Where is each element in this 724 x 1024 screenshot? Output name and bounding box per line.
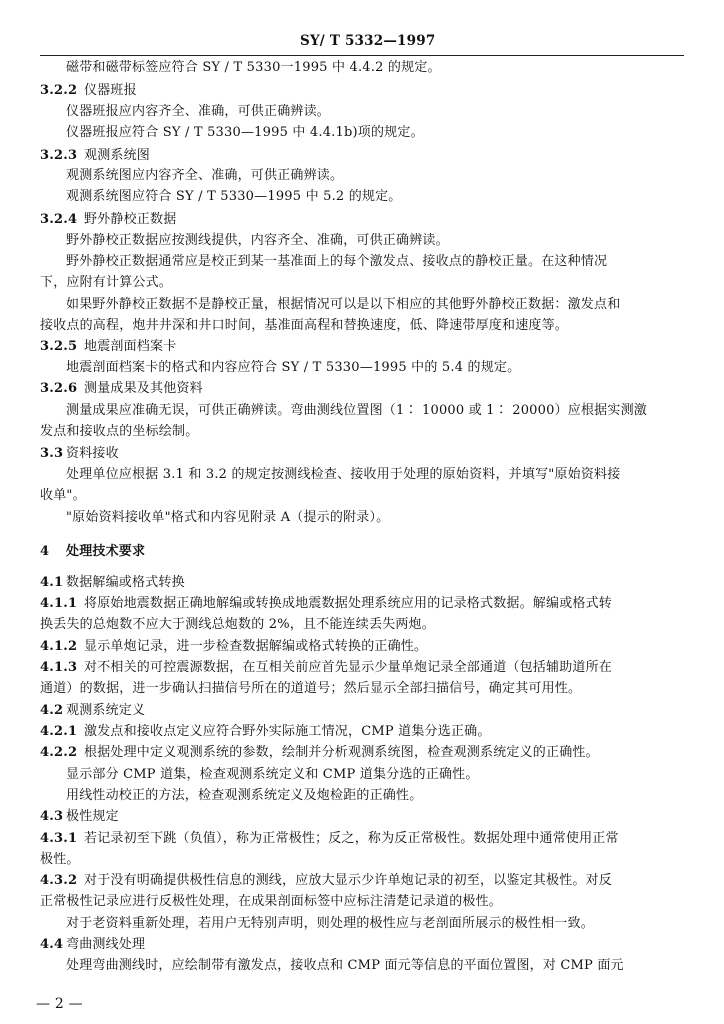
- section-title: 数据解编或格式转换: [66, 575, 185, 590]
- section-number: 4.1.2: [40, 639, 78, 654]
- section-title: 处理技术要求: [66, 544, 146, 559]
- paragraph-text: 观测系统图应内容齐全、准确，可供正确辨读。: [66, 168, 344, 183]
- body-line: [40, 681, 581, 697]
- section-line: [40, 873, 612, 889]
- section-title: 对于没有明确提供极性信息的测线，应放大显示少许单炮记录的初至，以鉴定其极性。对反: [84, 873, 613, 888]
- section-line: [40, 339, 176, 355]
- page-header-title: SY/ T 5332—1997: [300, 33, 436, 49]
- paragraph-text: 发点和接收点的坐标绘制。: [40, 424, 199, 439]
- paragraph-text: 换丢失的总炮数不应大于测线总炮数的 2%，且不能连续丢失两炮。: [40, 617, 435, 632]
- section-title: 若记录初至下跳（负值），称为正常极性；反之，称为反正常极性。数据处理中通常使用正常: [84, 831, 619, 846]
- section-number: 4.1.3: [40, 660, 78, 675]
- paragraph-text: 仪器班报应内容齐全、准确，可供正确辨读。: [66, 104, 331, 119]
- section-line: [40, 703, 145, 719]
- body-line: [40, 318, 568, 334]
- paragraph-text: 测量成果应准确无误，可供正确辨读。弯曲测线位置图（1∶ 10000 或 1∶ 20000）应根据实测激: [66, 403, 647, 418]
- paragraph-text: 极性。: [40, 852, 80, 867]
- paragraph-text: 仪器班报应符合 SY / T 5330—1995 中 4.4.1b)项的规定。: [66, 125, 424, 140]
- section-number: 4.3: [40, 809, 64, 824]
- section-line: [40, 639, 427, 655]
- section-line: [40, 831, 619, 847]
- section-line: [40, 83, 137, 99]
- section-number: 4.1: [40, 575, 64, 590]
- paragraph-text: 接收点的高程，炮井井深和井口时间，基准面高程和替换速度，低、降速带厚度和速度等。: [40, 318, 569, 333]
- paragraph-text: 如果野外静校正数据不是静校正量，根据情况可以是以下相应的其他野外静校正数据：激发点和: [66, 297, 621, 312]
- paragraph-text: 收单"。: [40, 488, 86, 503]
- paragraph-text: 磁带和磁带标签应符合 SY / T 5330一1995 中 4.4.2 的规定。: [66, 60, 441, 75]
- section-line: [40, 809, 119, 825]
- header-rule: [40, 55, 684, 56]
- section-line: [40, 446, 119, 462]
- body-line: [66, 60, 441, 76]
- section-number: 4: [40, 544, 50, 559]
- paragraph-text: 通道）的数据，进一步确认扫描信号所在的道道号；然后显示全部扫描信号，确定其可用性。: [40, 681, 582, 696]
- paragraph-text: 正常极性记录应进行反极性处理，在成果剖面标签中应标注清楚记录道的极性。: [40, 894, 503, 909]
- section-number: 4.2.2: [40, 745, 78, 760]
- section-number: 4.4: [40, 937, 64, 952]
- section-title: 对不相关的可控震源数据，在互相关前应首先显示少量单炮记录全部通道（包括辅助道所在: [84, 660, 613, 675]
- section-title: 野外静校正数据: [84, 212, 177, 227]
- section-line: [40, 660, 612, 676]
- paragraph-text: 下，应附有计算公式。: [40, 275, 173, 290]
- section-line: [40, 212, 176, 228]
- section-line: [40, 596, 612, 612]
- section-number: 3.3: [40, 446, 64, 461]
- paragraph-text: 野外静校正数据应按测线提供，内容齐全、准确，可供正确辨读。: [66, 233, 449, 248]
- section-title: 资料接收: [66, 446, 119, 461]
- body-line: [66, 767, 479, 783]
- section-title: 地震剖面档案卡: [84, 339, 177, 354]
- body-line: [40, 894, 502, 910]
- paragraph-text: 观测系统图应符合 SY / T 5330—1995 中 5.2 的规定。: [66, 189, 402, 204]
- body-line: [66, 788, 422, 804]
- body-line: [40, 275, 172, 291]
- section-number: 3.2.4: [40, 212, 78, 227]
- body-line: [66, 958, 624, 974]
- section-line: [40, 575, 185, 591]
- section-number: 4.2: [40, 703, 64, 718]
- paragraph-text: 野外静校正数据通常应是校正到某一基准面上的每个激发点、接收点的静校正量。在这种情况: [66, 254, 608, 269]
- section-title: 观测系统图: [84, 148, 151, 163]
- section-number: 3.2.5: [40, 339, 78, 354]
- section-line: [40, 544, 145, 560]
- body-line: [66, 297, 620, 313]
- section-line: [40, 148, 150, 164]
- body-line: [66, 510, 389, 526]
- section-number: 3.2.3: [40, 148, 78, 163]
- body-line: [66, 403, 647, 419]
- section-title: 极性规定: [66, 809, 119, 824]
- body-line: [66, 360, 520, 376]
- body-line: [40, 852, 80, 868]
- section-title: 弯曲测线处理: [66, 937, 146, 952]
- section-number: 4.3.1: [40, 831, 78, 846]
- body-line: [66, 125, 424, 141]
- paragraph-text: 对于老资料重新处理，若用户无特别声明，则处理的极性应与老剖面所展示的极性相一致。: [66, 916, 595, 931]
- body-line: [66, 254, 607, 270]
- section-line: [40, 381, 203, 397]
- paragraph-text: 显示部分 CMP 道集，检查观测系统定义和 CMP 道集分选的正确性。: [66, 767, 479, 782]
- section-title: 显示单炮记录，进一步检查数据解编或格式转换的正确性。: [84, 639, 428, 654]
- body-line: [66, 916, 594, 932]
- body-line: [66, 467, 620, 483]
- section-title: 将原始地震数据正确地解编或转换成地震数据处理系统应用的记录格式数据。解编或格式转: [84, 596, 613, 611]
- section-number: 3.2.2: [40, 83, 78, 98]
- paragraph-text: 地震剖面档案卡的格式和内容应符合 SY / T 5330—1995 中的 5.4 的规定。: [66, 360, 521, 375]
- section-title: 激发点和接收点定义应符合野外实际施工情况，CMP 道集分选正确。: [84, 724, 491, 739]
- section-number: 4.2.1: [40, 724, 78, 739]
- section-line: [40, 724, 491, 740]
- paragraph-text: 处理弯曲测线时，应绘制带有激发点，接收点和 CMP 面元等信息的平面位置图，对 CMP 面元: [66, 958, 624, 973]
- section-title: 测量成果及其他资料: [84, 381, 203, 396]
- paragraph-text: 处理单位应根据 3.1 和 3.2 的规定按测线检查、接收用于处理的原始资料，并填写"原始资料接: [66, 467, 621, 482]
- section-number: 3.2.6: [40, 381, 78, 396]
- section-number: 4.1.1: [40, 596, 78, 611]
- section-line: [40, 745, 599, 761]
- section-title: 观测系统定义: [66, 703, 146, 718]
- body-line: [40, 617, 435, 633]
- section-title: 仪器班报: [84, 83, 137, 98]
- body-line: [66, 168, 343, 184]
- body-line: [66, 233, 449, 249]
- page-number: — 2 —: [36, 996, 83, 1012]
- paragraph-text: 用线性动校正的方法，检查观测系统定义及炮检距的正确性。: [66, 788, 423, 803]
- body-line: [40, 424, 198, 440]
- section-title: 根据处理中定义观测系统的参数，绘制并分析观测系统图，检查观测系统定义的正确性。: [84, 745, 599, 760]
- body-line: [66, 189, 402, 205]
- paragraph-text: "原始资料接收单"格式和内容见附录 A（提示的附录）。: [66, 510, 390, 525]
- section-number: 4.3.2: [40, 873, 78, 888]
- section-line: [40, 937, 145, 953]
- body-line: [66, 104, 330, 120]
- body-line: [40, 488, 86, 504]
